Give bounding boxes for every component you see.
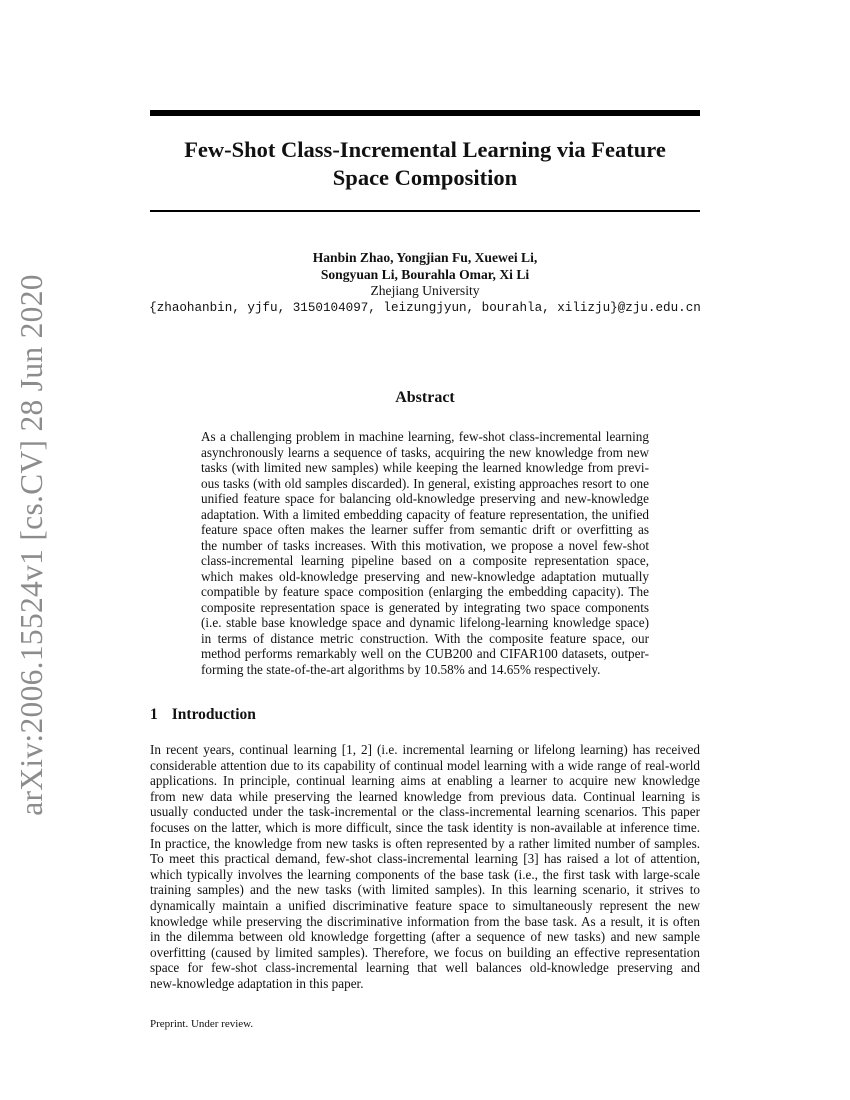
title-top-rule (150, 110, 700, 116)
paper-title (150, 136, 700, 192)
introduction-line: training samples) and the new tasks (with limited samples). In this learning scenario, it strives to (150, 882, 700, 898)
introduction-line: overfitting (caused by limited samples). Therefore, we focus on building an effective representation (150, 944, 700, 960)
introduction-body (150, 742, 700, 992)
abstract-line: asynchronously learns a sequence of tasks, acquiring the new knowledge from new (201, 444, 649, 460)
introduction-line: To meet this practical demand, few-shot class-incremental learning [3] has raised a lot of attention, (150, 851, 700, 867)
author-names: Songyuan Li, Bourahla Omar, Xi Li (320, 266, 530, 282)
introduction-line: in the dilemma between old knowledge forgetting (after a sequence of new tasks) and new sample (150, 929, 700, 945)
abstract-line: adaptation. With a limited embedding capacity of feature representation, the unified (201, 506, 649, 522)
abstract-line: class-incremental learning pipeline based on a composite representation space, (201, 553, 649, 568)
preprint-footer-note: Preprint. Under review. (150, 1018, 254, 1030)
abstract-line: the number of tasks increases. With this motivation, we propose a novel few-shot (201, 537, 649, 553)
abstract-line: forming the state-of-the-art algorithms by 10.58% and 14.65% respectively. (201, 661, 601, 677)
introduction-line: space for few-shot class-incremental learning that well balances old-knowledge preserving and (150, 960, 700, 976)
abstract-line: feature space often makes the learner suffer from semantic drift or overfitting as (201, 522, 649, 537)
section-heading-introduction (150, 706, 256, 724)
introduction-line: applications. In principle, continual learning aims at enabling a learner to acquire new knowledge (150, 773, 700, 789)
title-line: Space Composition (332, 165, 518, 190)
abstract-line: in terms of distance metric construction. With the composite feature space, our (201, 630, 649, 646)
author-affiliation: Zhejiang University (370, 283, 480, 298)
author-block (110, 250, 740, 316)
author-names: Hanbin Zhao, Yongjian Fu, Xuewei Li, (312, 250, 538, 265)
section-title: Introduction (171, 706, 256, 723)
abstract-line: As a challenging problem in machine learning, few-shot class-incremental learning (201, 429, 649, 444)
introduction-line: usually conducted under the task-incremental or the class-incremental learning scenarios. This paper (150, 804, 700, 820)
abstract-heading: Abstract (395, 389, 455, 406)
abstract-line: ous tasks (with old samples discarded). In general, existing approaches resort to one (201, 475, 649, 491)
introduction-line: focuses on the latter, which is more difficult, since the task identity is non-available at inference time. (150, 819, 700, 835)
arxiv-identifier-stamp (6, 274, 58, 816)
title-bottom-rule (150, 210, 700, 212)
title-line: Few-Shot Class-Incremental Learning via Feature (184, 137, 666, 162)
introduction-line: dynamically maintain a unified discriminative feature space to simultaneously represent the new (150, 897, 700, 913)
abstract-line: which makes old-knowledge preserving and new-knowledge adaptation mutually (201, 568, 649, 584)
introduction-line: knowledge while preserving the discriminative information from the base task. As a result, it is often (150, 913, 700, 929)
introduction-line: which typically involves the learning components of the base task (i.e., the first task with large-scale (150, 866, 700, 882)
section-number: 1 (150, 706, 158, 723)
arxiv-identifier-text: arXiv:2006.15524v1 [cs.CV] 28 Jun 2020 (14, 274, 50, 816)
abstract-line: composite representation space is generated by integrating two space components (201, 599, 649, 615)
introduction-line: In recent years, continual learning [1, 2] (i.e. incremental learning or lifelong learning) has received (150, 742, 700, 757)
introduction-line: In practice, the knowledge from new tasks is often represented by a rather limited number of samples. (150, 835, 700, 851)
abstract-line: tasks (with limited new samples) while keeping the learned knowledge from previ- (201, 460, 649, 475)
abstract-line: compatible by feature space composition (enlarging the embedding capacity). The (201, 584, 649, 599)
author-email: {zhaohanbin, yjfu, 3150104097, leizungjyun, bourahla, xilizju}@zju.edu.cn (149, 300, 701, 315)
abstract-body (201, 429, 649, 677)
introduction-line: from new data while preserving the learned knowledge from previous data. Continual learning is (150, 788, 700, 804)
introduction-line: considerable attention due to its capability of continual model learning with a wide range of real-world (150, 757, 700, 773)
abstract-line: unified feature space for balancing old-knowledge preserving and new-knowledge (201, 491, 649, 506)
abstract-line: (i.e. stable base knowledge space and dynamic lifelong-learning knowledge space) (201, 615, 649, 630)
introduction-line: new-knowledge adaptation in this paper. (150, 975, 364, 991)
abstract-line: method performs remarkably well on the CUB200 and CIFAR100 datasets, outper- (201, 646, 649, 661)
